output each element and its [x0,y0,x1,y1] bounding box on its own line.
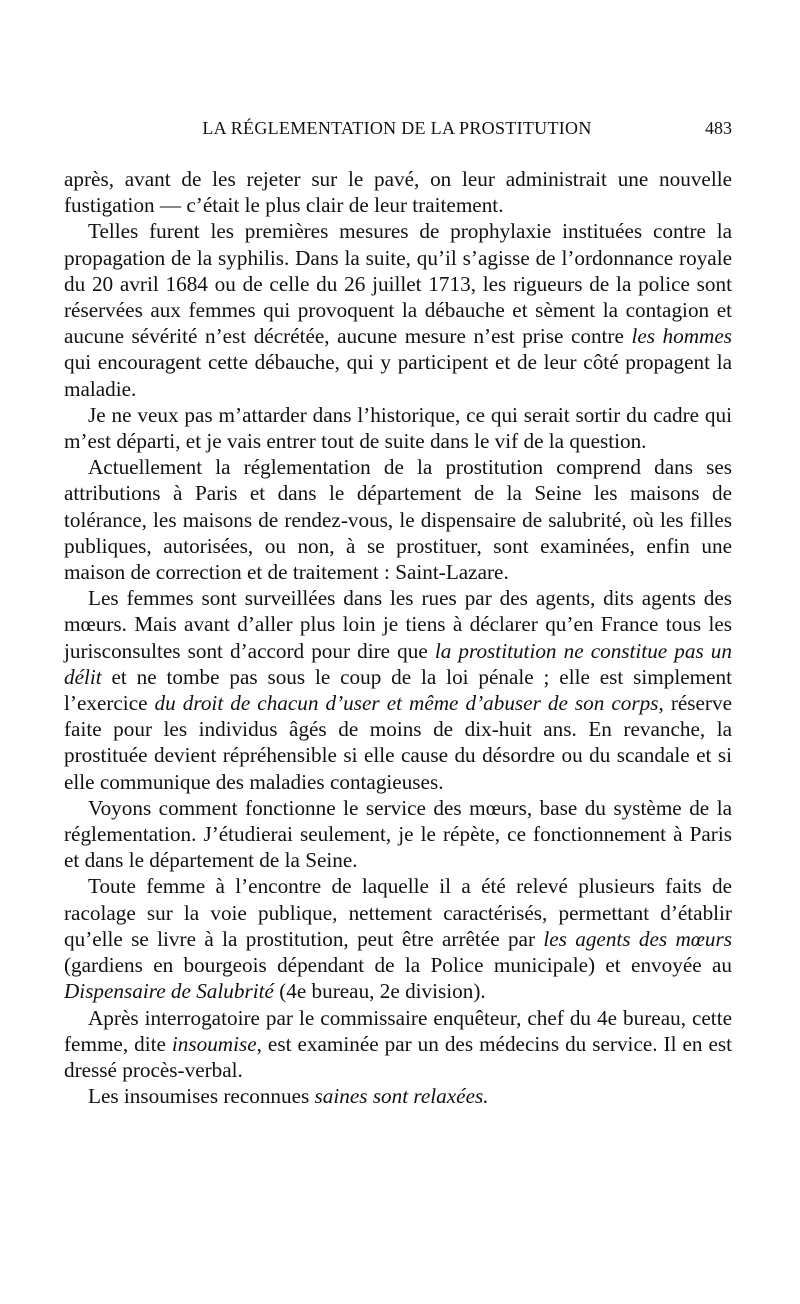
text-run: qui encouragent cette débauche, qui y participent et de leur côté propagent la maladie. [64,350,732,401]
text-run: Voyons comment fonctionne le service des mœurs, base du système de la réglementation. J’étudierai seulement, je le répète, ce fonctionnement à Paris et dans le département de la Seine. [64,795,732,873]
page-header [64,118,732,148]
text-run: Actuellement la réglementation de la prostitution comprend dans ses attributions à Paris et dans le département de la Seine les maisons de tolérance, les maisons de rendez-vous, le dispensaire de salubrité, où les filles publiques, autorisées, ou non, à se prostituer, sont examinées, enfin une maison de correction et de traitement : Saint-Lazare. [64,455,732,585]
paragraph [64,1083,732,1109]
paragraph [64,873,732,1004]
paragraph [64,795,732,874]
italic-run: les hommes [631,324,732,349]
paragraph [64,585,732,795]
text-run: Telles furent les premières mesures de prophylaxie instituées contre la propagation de la syphilis. Dans la suite, qu’il s’agisse de l’ordonnance royale du 20 avril 1684 ou de celle du 26 juillet 1713, les rigueurs de la police sont réservées aux femmes qui provoquent la débauche et sèment la contagion et aucune sévérité n’est décrétée, aucune mesure n’est prise contre [64,219,732,349]
paragraph [64,454,732,585]
italic-run: insoumise [171,1031,257,1056]
text-run: Toute femme à l’encontre de laquelle il a été relevé plusieurs faits de racolage sur la voie publique, nettement caractérisés, permettant d’établir qu’elle se livre à la prostitution, peut être arrêtée par [64,874,732,951]
paragraph [64,1005,732,1084]
text-run: (gardiens en bourgeois dépendant de la Police municipale) et envoyée au [64,953,732,978]
text-run: Les insoumises reconnues [88,1084,315,1109]
italic-run: les agents des mœurs [543,926,732,951]
italic-run: saines sont relaxées. [314,1084,489,1109]
text-run: , réserve faite pour les individus âgés de moins de dix-huit ans. En revanche, la prostituée devient répréhensible si elle cause du désordre ou du scandale et si elle communique des maladies contagieuses. [64,691,732,794]
paragraph [64,402,732,454]
text-run: après, avant de les rejeter sur le pavé, on leur administrait une nouvelle fustigation — c’était le plus clair de leur traitement. [64,167,732,218]
italic-run: la prostitution ne constitue pas un délit [64,638,732,689]
page-number: 483 [705,118,732,138]
text-run: Je ne veux pas m’attarder dans l’historique, ce qui serait sortir du cadre qui m’est départi, et je vais entrer tout de suite dans le vif de la question. [64,402,732,454]
text-run: Les femmes sont surveillées dans les rues par des agents, dits agents des mœurs. Mais avant d’aller plus loin je tiens à déclarer qu’en France tous les jurisconsultes sont d’accord pour dire que [64,586,732,663]
paragraph [64,218,732,401]
text-run: et ne tombe pas sous le coup de la loi pénale ; elle est simplement l’exercice [64,664,732,716]
paragraph [64,166,732,218]
italic-run: Dispensaire de Salubrité [64,979,274,1004]
text-run: , est examinée par un des médecins du service. Il en est dressé procès-verbal. [64,1031,733,1082]
text-run: Après interrogatoire par le commissaire enquêteur, chef du 4e bureau, cette femme, dite [64,1005,732,1056]
italic-run: du droit de chacun d’user et même d’abuser de son corps [154,691,659,716]
body-text [64,166,732,1109]
text-run: (4e bureau, 2e division). [273,979,486,1004]
running-title: LA RÉGLEMENTATION DE LA PROSTITUTION [202,118,592,138]
